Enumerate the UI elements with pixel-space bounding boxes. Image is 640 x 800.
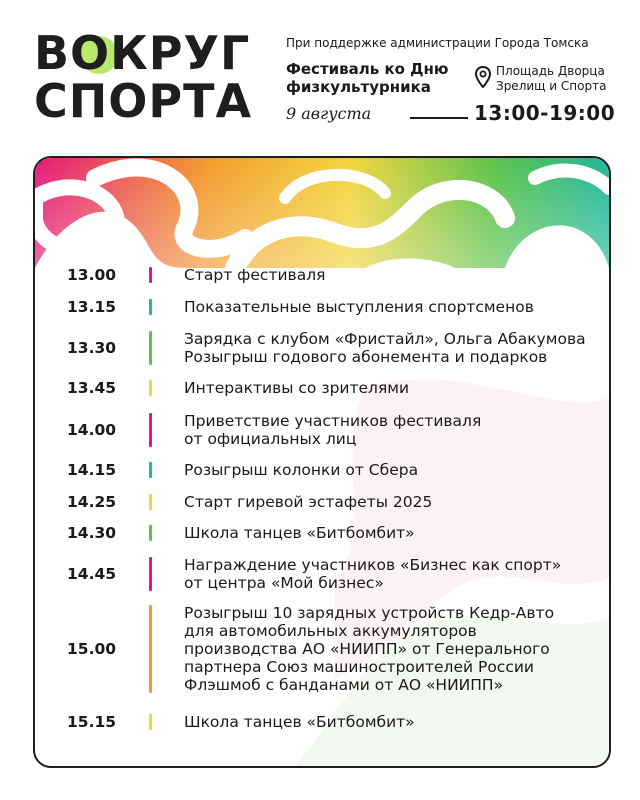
schedule-event: Старт гиревой эстафеты 2025: [184, 493, 433, 511]
schedule-color-bar: [149, 331, 152, 365]
schedule-color-bar: [149, 299, 152, 315]
schedule-time: 14.00: [67, 421, 117, 439]
schedule-event: Приветствие участников фестиваля от официальных лиц: [184, 412, 482, 448]
schedule-color-bar: [149, 557, 152, 591]
schedule-time: 14.30: [67, 524, 117, 542]
schedule-event: Награждение участников «Бизнес как спорт» от центра «Мой бизнес»: [184, 556, 562, 592]
schedule-time: 14.45: [67, 565, 117, 583]
event-date: 9 августа: [286, 104, 372, 123]
schedule-event: Зарядка с клубом «Фристайл», Ольга Абакумова Розыгрыш годового абонемента и подарков: [184, 330, 586, 366]
schedule-event: Школа танцев «Битбомбит»: [184, 713, 415, 731]
schedule-event: Интерактивы со зрителями: [184, 379, 410, 397]
schedule-color-bar: [149, 525, 152, 541]
schedule-color-bar: [149, 605, 152, 693]
schedule-time: 14.25: [67, 493, 117, 511]
schedule-color-bar: [149, 267, 152, 283]
schedule-event: Старт фестиваля: [184, 266, 326, 284]
schedule-color-bar: [149, 494, 152, 510]
logo-line-2: СПОРТА: [34, 74, 253, 128]
schedule-color-bar: [149, 462, 152, 478]
schedule-time: 13.30: [67, 339, 117, 357]
schedule-time: 13.45: [67, 379, 117, 397]
schedule-time: 15.00: [67, 640, 117, 658]
schedule-time: 13.00: [67, 266, 117, 284]
festival-title: Фестиваль ко Дню физкультурника: [286, 60, 449, 96]
schedule-time: 14.15: [67, 461, 117, 479]
support-text: При поддержке администрации Города Томска: [286, 36, 589, 50]
event-time: 13:00-19:00: [474, 101, 616, 125]
schedule-time: 13.15: [67, 298, 117, 316]
schedule-color-bar: [149, 413, 152, 447]
schedule-event: Школа танцев «Битбомбит»: [184, 524, 415, 542]
schedule-event: Розыгрыш колонки от Сбера: [184, 461, 419, 479]
schedule-event: Розыгрыш 10 зарядных устройств Кедр-Авто для автомобильных аккумуляторов производства АО «НИИПП» от Генерального партнера Союз машиностроителей России Флэшмоб с банданами от АО «НИИПП»: [184, 604, 555, 694]
schedule-color-bar: [149, 380, 152, 396]
schedule-color-bar: [149, 714, 152, 730]
logo-line-1: ВОКРУГ: [34, 26, 251, 80]
schedule-time: 15.15: [67, 713, 117, 731]
schedule-event: Показательные выступления спортсменов: [184, 298, 534, 316]
location-text: Площадь Дворца Зрелищ и Спорта: [496, 64, 607, 93]
